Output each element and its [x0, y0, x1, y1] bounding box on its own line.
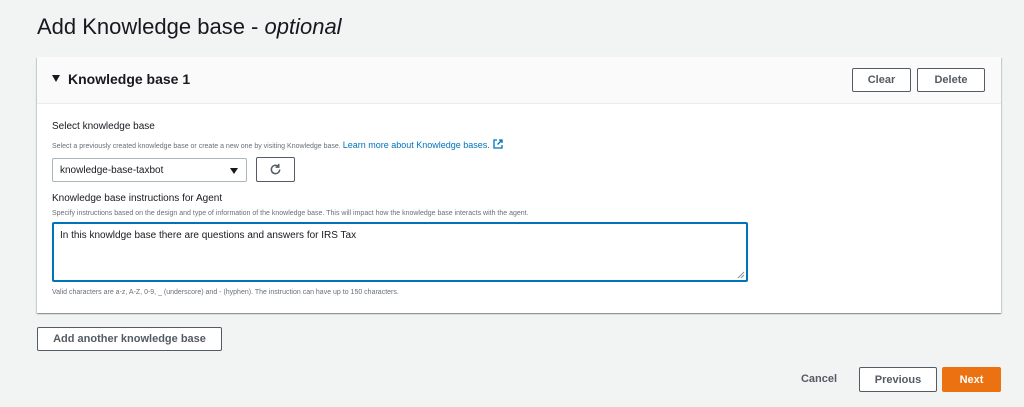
add-another-kb-button[interactable]: Add another knowledge base: [37, 327, 222, 351]
refresh-icon: [269, 163, 282, 176]
next-button[interactable]: Next: [942, 367, 1001, 392]
learn-more-link-text[interactable]: Learn more about Knowledge bases.: [342, 140, 490, 150]
instructions-hint: Valid characters are a-z, A-Z, 0-9, _ (underscore) and - (hyphen). The instruction can have up to 150 characters.: [52, 289, 399, 296]
panel-title: Knowledge base 1: [68, 71, 191, 87]
instructions-textarea[interactable]: [52, 222, 748, 282]
select-value: knowledge-base-taxbot: [60, 165, 164, 176]
delete-button[interactable]: Delete: [917, 68, 985, 92]
panel-header[interactable]: [37, 57, 1001, 104]
external-link-icon[interactable]: [493, 139, 503, 149]
textarea-value[interactable]: In this knowldge base there are questions and answers for IRS Tax: [60, 230, 357, 241]
select-kb-label: Select knowledge base: [52, 121, 155, 132]
select-kb-description-text: Select a previously created knowledge base or create a new one by visiting Knowledge base.: [52, 143, 341, 150]
instructions-label: Knowledge base instructions for Agent: [52, 193, 223, 204]
page-title: [37, 14, 342, 40]
refresh-button[interactable]: [256, 157, 295, 182]
page-title-text: Add Knowledge base -: [37, 14, 265, 39]
clear-button[interactable]: Clear: [852, 68, 911, 92]
resize-grip-icon[interactable]: [737, 271, 745, 279]
knowledge-base-select[interactable]: [52, 158, 247, 182]
caret-down-icon[interactable]: [52, 75, 60, 82]
page-title-optional: optional: [264, 14, 342, 39]
caret-down-icon: [230, 168, 238, 174]
previous-button[interactable]: Previous: [859, 367, 937, 392]
learn-more-link[interactable]: [343, 140, 503, 150]
knowledge-base-panel: [37, 57, 1001, 313]
instructions-description: Specify instructions based on the design and type of information of the knowledge base. This will impact how the knowledge base interacts with the agent.: [52, 210, 529, 217]
select-kb-description: [52, 139, 503, 150]
cancel-button[interactable]: Cancel: [795, 368, 843, 390]
